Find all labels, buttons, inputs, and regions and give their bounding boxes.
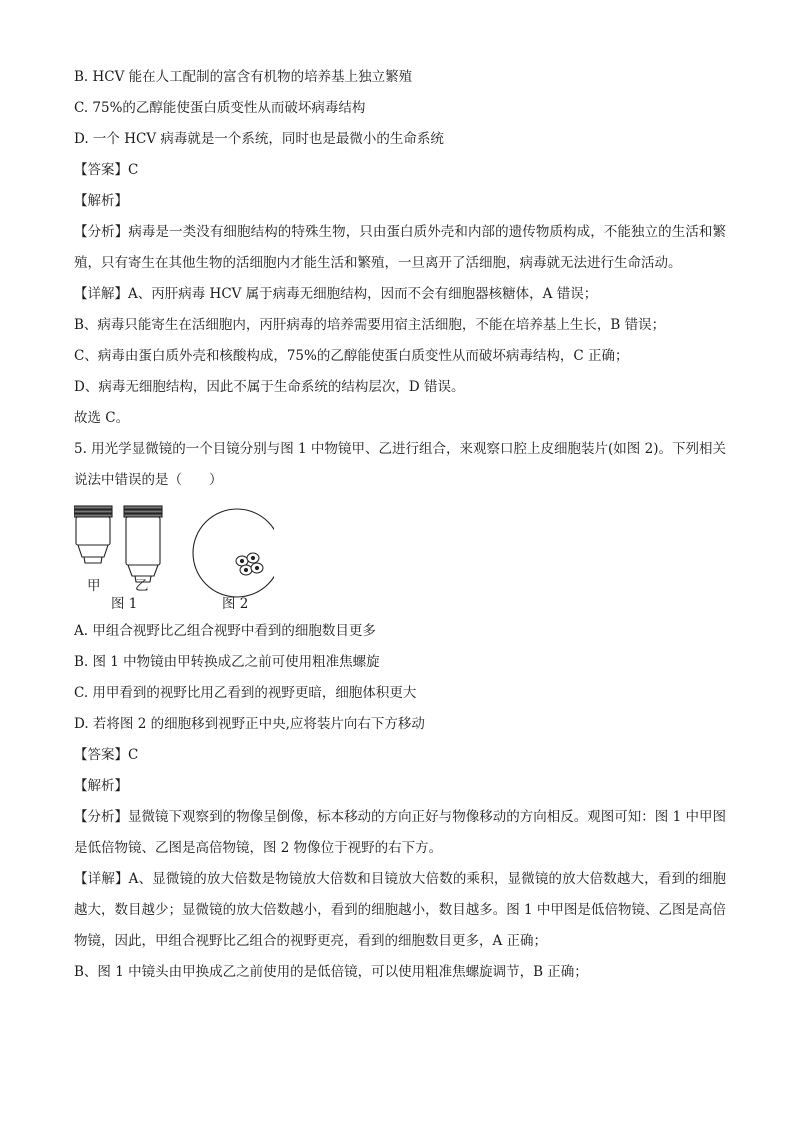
q4-option-d: D. 一个 HCV 病毒就是一个系统，同时也是最微小的生命系统 [74, 131, 444, 147]
q5-figure [74, 498, 726, 614]
document-page [74, 62, 726, 988]
q5-stem: 5. 用光学显微镜的一个目镜分别与图 1 中物镜甲、乙进行组合，来观察口腔上皮细胞装片(如图 2)。下列相关说法中错误的是（ ） [74, 441, 726, 488]
q5-analysis: 【分析】显微镜下观察到的物像呈倒像，标本移动的方向正好与物像移动的方向相反。观图可知：图 1 中甲图是低倍物镜、乙图是高倍物镜，图 2 物像位于视野的右下方。 [74, 809, 726, 856]
q4-conclusion: 故选 C。 [74, 410, 130, 426]
q4-answer: 【答案】C [74, 162, 139, 178]
field-of-view-icon [193, 509, 274, 597]
q5-detail-b: B、图 1 中镜头由甲换成乙之前使用的是低倍镜，可以使用粗准焦螺旋调节，B 正确； [74, 964, 588, 980]
q5-detail-a: 【详解】A、显微镜的放大倍数是物镜放大倍数和目镜放大倍数的乘积，显微镜的放大倍数越大，看到的细胞越大，数目越少；显微镜的放大倍数越小，看到的细胞越小，数目越多。图 1 中甲图是低倍物镜、乙图是高倍物镜，因此，甲组合视野比乙组合的视野更亮，看到的细胞数目更多，A 正确； [74, 871, 726, 949]
q4-detail-c: C、病毒由蛋白质外壳和核酸构成，75%的乙醇能使蛋白质变性从而破坏病毒结构，C 正确； [74, 348, 629, 364]
objective-lens-yi-icon [124, 506, 162, 582]
q5-option-b: B. 图 1 中物镜由甲转换成乙之前可使用粗准焦螺旋 [74, 654, 380, 670]
q4-detail-a: 【详解】A、丙肝病毒 HCV 属于病毒无细胞结构，因而不会有细胞器核糖体，A 错误； [74, 286, 598, 302]
q4-detail-d: D、病毒无细胞结构，因此不属于生命系统的结构层次，D 错误。 [74, 379, 465, 395]
caption-figure-1: 图 1 [111, 596, 138, 612]
q5-option-c: C. 用甲看到的视野比用乙看到的视野更暗，细胞体积更大 [74, 685, 417, 701]
q4-analysis: 【分析】病毒是一类没有细胞结构的特殊生物，只由蛋白质外壳和内部的遗传物质构成，不能独立的生活和繁殖，只有寄生在其他生物的活细胞内才能生活和繁殖，一旦离开了活细胞，病毒就无法进行生命活动。 [74, 224, 726, 271]
q5-answer: 【答案】C [74, 747, 139, 763]
q5-option-d: D. 若将图 2 的细胞移到视野正中央,应将装片向右下方移动 [74, 716, 425, 732]
q4-analysis-heading: 【解析】 [74, 193, 128, 209]
q4-detail-b: B、病毒只能寄生在活细胞内，丙肝病毒的培养需要用宿主活细胞，不能在培养基上生长，B 错误； [74, 317, 666, 333]
q4-option-c: C. 75%的乙醇能使蛋白质变性从而破坏病毒结构 [74, 100, 366, 116]
label-yi: 乙 [135, 578, 149, 594]
q4-option-b: B. HCV 能在人工配制的富含有机物的培养基上独立繁殖 [74, 69, 413, 85]
q5-analysis-heading: 【解析】 [74, 778, 128, 794]
objective-lens-jia-icon [74, 506, 112, 563]
label-jia: 甲 [87, 578, 101, 594]
q5-option-a: A. 甲组合视野比乙组合视野中看到的细胞数目更多 [74, 623, 376, 639]
caption-figure-2: 图 2 [222, 596, 249, 612]
